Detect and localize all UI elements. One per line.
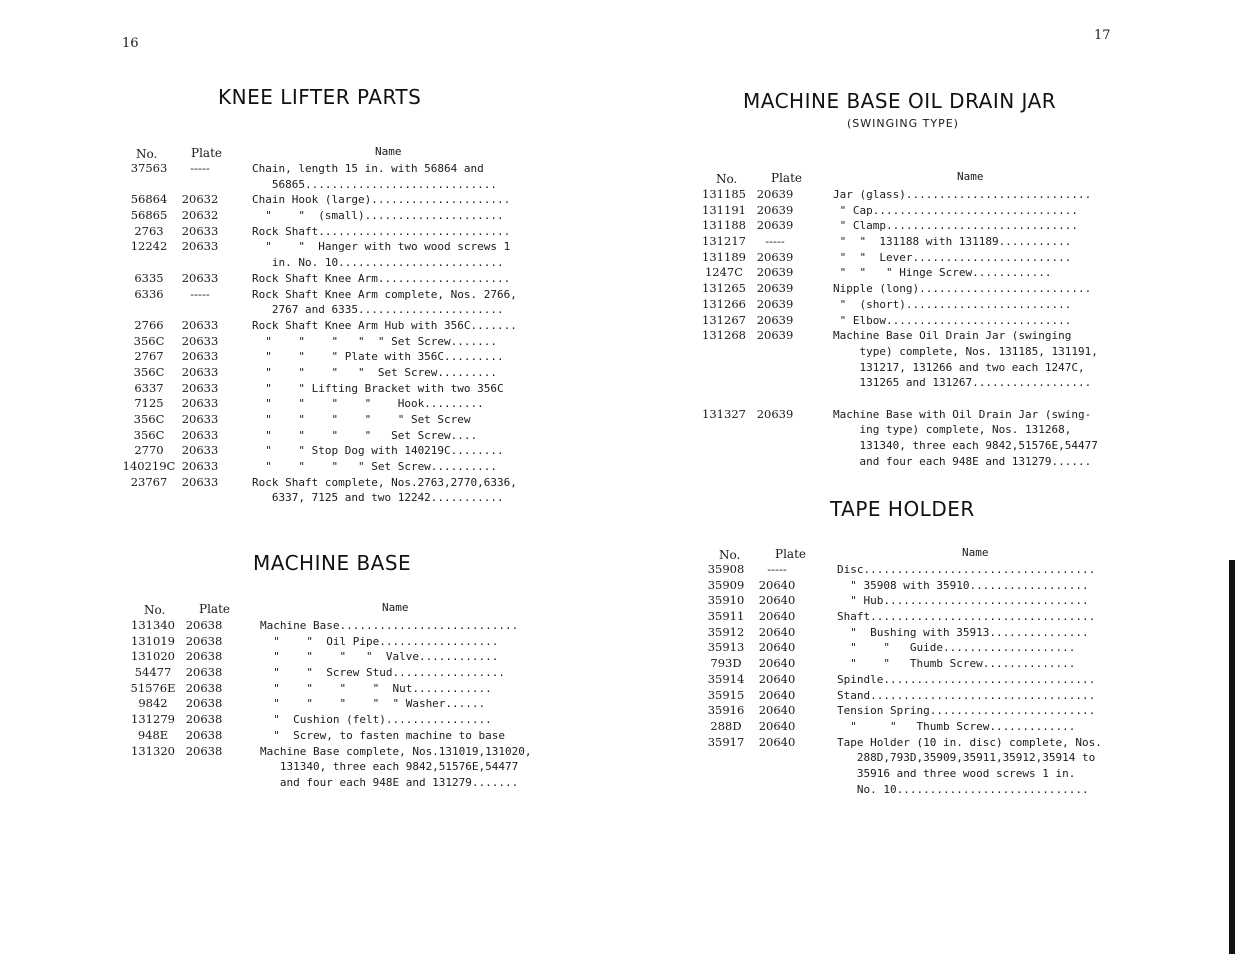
part-name: Rock Shaft............................. <box>252 224 511 238</box>
plate-number: 20639 <box>756 296 794 311</box>
part-name: and four each 948E and 131279...... <box>833 454 1092 468</box>
part-name: 35916 and three wood screws 1 in. <box>837 766 1076 780</box>
plate-number: 20633 <box>181 396 219 411</box>
part-name: Machine Base........................... <box>260 619 519 632</box>
plate-number: 20633 <box>181 270 219 285</box>
plate-number: 20633 <box>181 380 219 395</box>
plate-number: 20638 <box>185 649 223 664</box>
part-number: 56864 <box>130 192 168 207</box>
plate-number: 20639 <box>756 312 794 327</box>
part-name: Nipple (long).......................... <box>833 282 1092 296</box>
part-name: " " 131188 with 131189........... <box>833 235 1072 249</box>
tape-holder-col-plate: Plate <box>775 547 806 561</box>
part-number: 35911 <box>707 609 745 624</box>
plate-number: 20639 <box>756 265 794 280</box>
plate-number: 20638 <box>185 696 223 711</box>
part-name: " " " " " Washer...... <box>260 697 486 711</box>
part-name: Rock Shaft Knee Arm Hub with 356C....... <box>252 318 517 332</box>
part-name: Machine Base complete, Nos.131019,131020, <box>260 744 532 758</box>
plate-number: 20633 <box>181 443 219 458</box>
plate-number: 20638 <box>185 727 223 742</box>
part-name: " " (small)..................... <box>252 209 504 223</box>
part-number: 35908 <box>707 562 745 576</box>
oil-drain-jar-subtitle: (SWINGING TYPE) <box>847 117 959 130</box>
part-number: 131266 <box>702 296 746 311</box>
part-number: 6335 <box>134 270 164 285</box>
part-number: 288D <box>710 718 742 733</box>
part-number: 131268 <box>702 328 746 343</box>
page-number-right: 17 <box>1094 28 1111 43</box>
plate-number: 20632 <box>181 192 219 207</box>
part-number: 131279 <box>131 712 175 727</box>
part-name: and four each 948E and 131279....... <box>260 775 519 789</box>
knee-lifter-heading: KNEE LIFTER PARTS <box>218 85 422 109</box>
machine-base-col-no: No. <box>144 603 166 617</box>
part-number: 37563 <box>130 161 168 175</box>
part-number: 948E <box>137 727 169 742</box>
plate-number: 20632 <box>181 208 219 223</box>
part-name: Tape Holder (10 in. disc) complete, Nos. <box>837 735 1102 749</box>
part-name: Stand.................................. <box>837 688 1096 702</box>
part-name: " " Thumb Screw.............. <box>837 657 1076 671</box>
part-name: Machine Base Oil Drain Jar (swinging <box>833 329 1072 343</box>
part-name: Jar (glass)............................ <box>833 188 1092 201</box>
oil-drain-jar-col-plate: Plate <box>771 171 802 185</box>
part-number: 356C <box>133 364 165 379</box>
part-name: " " " " Set Screw.......... <box>252 460 498 474</box>
plate-number: 20633 <box>181 459 219 474</box>
part-name: " " " " Set Screw.... <box>252 428 478 442</box>
part-name: " " Screw Stud................. <box>260 666 506 680</box>
part-name: 131265 and 131267.................. <box>833 376 1092 390</box>
plate-number: 20638 <box>185 712 223 727</box>
part-name: " " Lever........................ <box>833 250 1072 264</box>
part-number: 35913 <box>707 640 745 655</box>
plate-number: 20638 <box>185 618 223 632</box>
part-name: 131340, three each 9842,51576E,54477 <box>833 439 1098 452</box>
right-page <box>617 0 1227 954</box>
part-number: 131320 <box>131 743 175 758</box>
tape-holder-heading: TAPE HOLDER <box>830 497 975 521</box>
part-name: " Cushion (felt)................ <box>260 713 492 727</box>
machine-base-heading: MACHINE BASE <box>253 551 412 575</box>
part-name: " " " Hinge Screw............ <box>833 266 1052 280</box>
plate-number: 20640 <box>758 624 796 639</box>
plate-number: 20638 <box>185 680 223 695</box>
part-number: 6336 <box>134 286 164 301</box>
part-number: 1247C <box>704 265 744 280</box>
part-name: " Cap............................... <box>833 203 1079 217</box>
part-number: 131267 <box>702 312 746 327</box>
part-name: " Bushing with 35913............... <box>837 625 1089 639</box>
part-name: " " " " Valve............ <box>260 650 499 664</box>
part-name: " " " Plate with 356C......... <box>252 350 504 364</box>
part-number: 131217 <box>702 234 746 249</box>
part-name: Rock Shaft complete, Nos.2763,2770,6336, <box>252 475 517 489</box>
plate-number: 20633 <box>181 364 219 379</box>
part-number: 35912 <box>707 624 745 639</box>
plate-number: 20639 <box>756 406 794 421</box>
part-name: Rock Shaft Knee Arm complete, Nos. 2766, <box>252 287 517 301</box>
part-name: " " Guide.................... <box>837 641 1076 655</box>
part-name: " " " " " Set Screw....... <box>252 334 498 348</box>
part-number: 35909 <box>707 577 745 592</box>
part-number: 12242 <box>130 239 168 254</box>
part-name: 131217, 131266 and two each 1247C, <box>833 360 1085 374</box>
part-name: 288D,793D,35909,35911,35912,35914 to <box>837 751 1096 765</box>
part-number: 131265 <box>702 281 746 296</box>
part-name: type) complete, Nos. 131185, 131191, <box>833 344 1098 358</box>
part-name: Chain, length 15 in. with 56864 and <box>252 162 484 175</box>
plate-number: 20638 <box>185 743 223 758</box>
plate-number: 20633 <box>181 474 219 489</box>
part-number: 6337 <box>134 380 164 395</box>
part-name: Shaft.................................. <box>837 610 1096 624</box>
plate-number: 20639 <box>756 281 794 296</box>
plate-number: 20639 <box>756 328 794 343</box>
plate-number: 20639 <box>756 202 794 217</box>
part-name: " Elbow............................ <box>833 313 1072 327</box>
plate-number: 20640 <box>758 703 796 718</box>
plate-number: 20640 <box>758 593 796 608</box>
plate-number: 20638 <box>185 665 223 680</box>
plate-number: 20633 <box>181 427 219 442</box>
part-number: 131020 <box>131 649 175 664</box>
plate-number: 20639 <box>756 187 794 201</box>
machine-base-col-name: Name <box>382 601 409 614</box>
oil-drain-jar-col-no: No. <box>716 172 738 186</box>
part-number: 131191 <box>702 202 746 217</box>
part-name: " " " " Nut............ <box>260 681 492 695</box>
part-number: 131185 <box>702 187 746 201</box>
part-number: 356C <box>133 427 165 442</box>
part-name: " Hub............................... <box>837 594 1089 608</box>
part-number: 793D <box>710 656 742 671</box>
oil-drain-jar-heading: MACHINE BASE OIL DRAIN JAR <box>743 89 1057 113</box>
part-number: 35914 <box>707 671 745 686</box>
plate-number: 20633 <box>181 239 219 254</box>
part-name: " 35908 with 35910.................. <box>837 578 1089 592</box>
plate-number: 20640 <box>758 671 796 686</box>
plate-number: 20633 <box>181 223 219 238</box>
knee-lifter-col-plate: Plate <box>191 146 222 160</box>
part-name: " (short)......................... <box>833 297 1072 311</box>
plate-number: 20640 <box>758 609 796 624</box>
part-name: Rock Shaft Knee Arm.................... <box>252 271 511 285</box>
plate-number: 20633 <box>181 317 219 332</box>
plate-number: 20640 <box>758 734 796 749</box>
part-name: No. 10............................. <box>837 782 1089 796</box>
part-number: 56865 <box>130 208 168 223</box>
part-name: Machine Base with Oil Drain Jar (swing- <box>833 407 1092 421</box>
part-name: 131340, three each 9842,51576E,54477 <box>260 760 519 774</box>
plate-number: 20639 <box>756 218 794 233</box>
tape-holder-col-name: Name <box>962 546 989 559</box>
part-name: Chain Hook (large)..................... <box>252 193 511 207</box>
part-name: Tension Spring......................... <box>837 704 1096 718</box>
part-number: 131188 <box>702 218 746 233</box>
part-number: 54477 <box>134 665 172 680</box>
part-name: " " " " Hook......... <box>252 397 484 411</box>
part-name: ing type) complete, Nos. 131268, <box>833 423 1072 437</box>
part-number: 35916 <box>707 703 745 718</box>
plate-number: 20639 <box>756 249 794 264</box>
part-name: " Clamp............................. <box>833 219 1079 233</box>
plate-number: ----- <box>190 161 210 175</box>
plate-number: 20640 <box>758 577 796 592</box>
plate-number: 20633 <box>181 349 219 364</box>
part-number: 2770 <box>134 443 164 458</box>
part-number: 35910 <box>707 593 745 608</box>
part-name: " " " " Set Screw......... <box>252 365 498 379</box>
part-number: 356C <box>133 412 165 426</box>
tape-holder-col-no: No. <box>719 548 741 562</box>
plate-number: ----- <box>765 234 785 249</box>
part-name: " " Stop Dog with 140219C........ <box>252 444 504 458</box>
plate-number: ----- <box>767 562 787 576</box>
plate-number: 20640 <box>758 718 796 733</box>
part-number: 35917 <box>707 734 745 749</box>
knee-lifter-col-name: Name <box>375 145 402 158</box>
part-number: 23767 <box>130 474 168 489</box>
part-number: 131189 <box>702 249 746 264</box>
plate-number: 20638 <box>185 633 223 648</box>
part-name: " " Oil Pipe.................. <box>260 634 499 648</box>
part-number: 131327 <box>702 406 746 421</box>
part-name: " " Hanger with two wood screws 1 <box>252 240 511 254</box>
part-number: 131340 <box>131 618 175 632</box>
plate-number: 20640 <box>758 640 796 655</box>
part-number: 35915 <box>707 687 745 702</box>
plate-number: 20640 <box>758 687 796 702</box>
plate-number: 20640 <box>758 656 796 671</box>
part-number: 140219C <box>122 459 176 474</box>
part-name: 56865............................. <box>252 177 498 191</box>
part-name: " " " " " Set Screw <box>252 413 471 426</box>
part-name: " " Thumb Screw............. <box>837 719 1076 733</box>
part-name: Disc................................... <box>837 563 1096 576</box>
part-name: Spindle................................ <box>837 672 1096 686</box>
part-number: 131019 <box>131 633 175 648</box>
part-number: 51576E <box>130 680 176 695</box>
page-edge-shadow <box>1229 560 1235 954</box>
oil-drain-jar-col-name: Name <box>957 170 984 183</box>
part-name: 6337, 7125 and two 12242........... <box>252 491 504 505</box>
part-number: 2763 <box>134 223 164 238</box>
plate-number: ----- <box>190 286 210 301</box>
part-name: 2767 and 6335...................... <box>252 303 504 317</box>
part-number: 2766 <box>134 317 164 332</box>
part-name: " " Lifting Bracket with two 356C <box>252 381 504 395</box>
part-name: " Screw, to fasten machine to base <box>260 728 506 742</box>
part-number: 9842 <box>138 696 168 711</box>
page-number-left: 16 <box>122 36 139 51</box>
knee-lifter-col-no: No. <box>136 147 158 161</box>
part-number: 356C <box>133 333 165 348</box>
part-name: in. No. 10......................... <box>252 256 504 270</box>
plate-number: 20633 <box>181 412 219 426</box>
plate-number: 20633 <box>181 333 219 348</box>
part-number: 2767 <box>134 349 164 364</box>
machine-base-col-plate: Plate <box>199 602 230 616</box>
part-number: 7125 <box>134 396 164 411</box>
left-page <box>0 0 617 954</box>
